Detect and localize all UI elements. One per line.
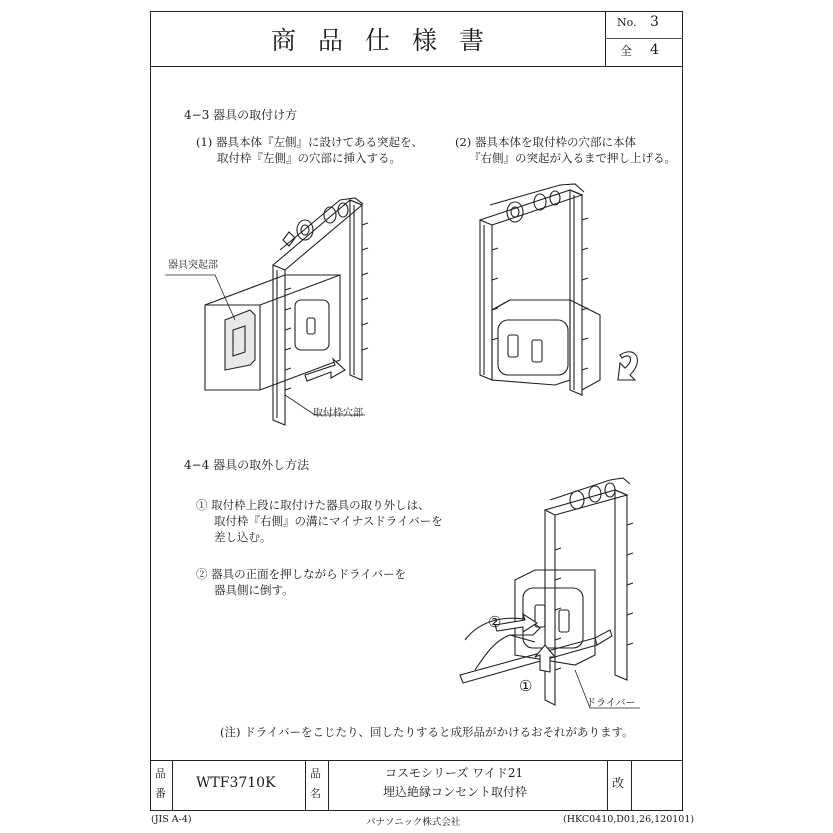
footer-standard: (JIS A-4) <box>151 814 192 825</box>
label-device-protrusion: 器具突起部 <box>168 260 218 271</box>
illustration-removal <box>455 470 645 715</box>
section-4-3-step1-line1: (1) 器具本体『左側』に設けてある突起を、 <box>196 135 423 149</box>
section-4-3-heading: 4−3 器具の取付け方 <box>184 108 298 122</box>
section-4-3-step2-line2: 『右側』の突起が入るまで押し上げる。 <box>469 151 676 165</box>
section-4-4-step2-line2: 器具側に倒す。 <box>214 583 294 597</box>
header-divider <box>150 66 683 67</box>
product-number: WTF3710K <box>196 775 276 791</box>
product-name-label-2: 名 <box>310 787 321 800</box>
product-number-label-2: 番 <box>155 787 166 800</box>
section-4-4-heading: 4−4 器具の取外し方法 <box>184 458 310 472</box>
bottom-col-2 <box>305 760 306 811</box>
bottom-col-3 <box>328 760 329 811</box>
section-4-4-step2-line1: ② 器具の正面を押しながらドライバーを <box>196 567 407 581</box>
header-number-divider <box>605 38 683 39</box>
illustration-insert-left <box>165 180 385 430</box>
caution-note: (注) ドライバーをこじたり、回したりすると成形品がかけるおそれがあります。 <box>220 725 634 739</box>
illustration-push-up <box>470 180 650 400</box>
bottom-table-top <box>150 760 683 761</box>
section-4-4-step1-line1: ① 取付枠上段に取付けた器具の取り外しは、 <box>196 498 430 512</box>
label-screwdriver: ドライバー <box>586 698 636 709</box>
bottom-col-1 <box>172 760 173 811</box>
marker-step-1: ① <box>519 677 533 695</box>
total-pages-label: 全 <box>620 44 633 58</box>
product-name-line2: 埋込絶縁コンセント取付枠 <box>383 785 528 799</box>
document-title: 商品仕様書 <box>270 25 506 55</box>
page-number-value: 3 <box>650 14 659 30</box>
section-4-3-step2-line1: (2) 器具本体を取付枠の穴部に本体 <box>455 135 636 149</box>
total-pages-value: 4 <box>650 42 659 58</box>
bottom-col-5 <box>631 760 632 811</box>
section-4-3-step1-line2: 取付枠『左側』の穴部に挿入する。 <box>217 151 401 165</box>
revision-label: 改 <box>612 776 625 790</box>
section-4-4-step1-line2: 取付枠『右側』の溝にマイナスドライバーを <box>214 514 443 528</box>
product-name-line1: コスモシリーズ ワイド21 <box>385 766 524 780</box>
product-name-label-1: 品 <box>310 767 321 780</box>
product-number-label-1: 品 <box>155 767 166 780</box>
section-4-4-step1-line3: 差し込む。 <box>214 530 272 544</box>
label-frame-hole: 取付枠穴部 <box>313 408 363 419</box>
page-number-label: No. <box>617 16 637 29</box>
footer-document-code: (HKC0410,D01,26,120101) <box>563 814 695 825</box>
bottom-col-4 <box>607 760 608 811</box>
marker-step-2: ② <box>488 613 502 631</box>
footer-company: パナソニック株式会社 <box>366 817 461 828</box>
